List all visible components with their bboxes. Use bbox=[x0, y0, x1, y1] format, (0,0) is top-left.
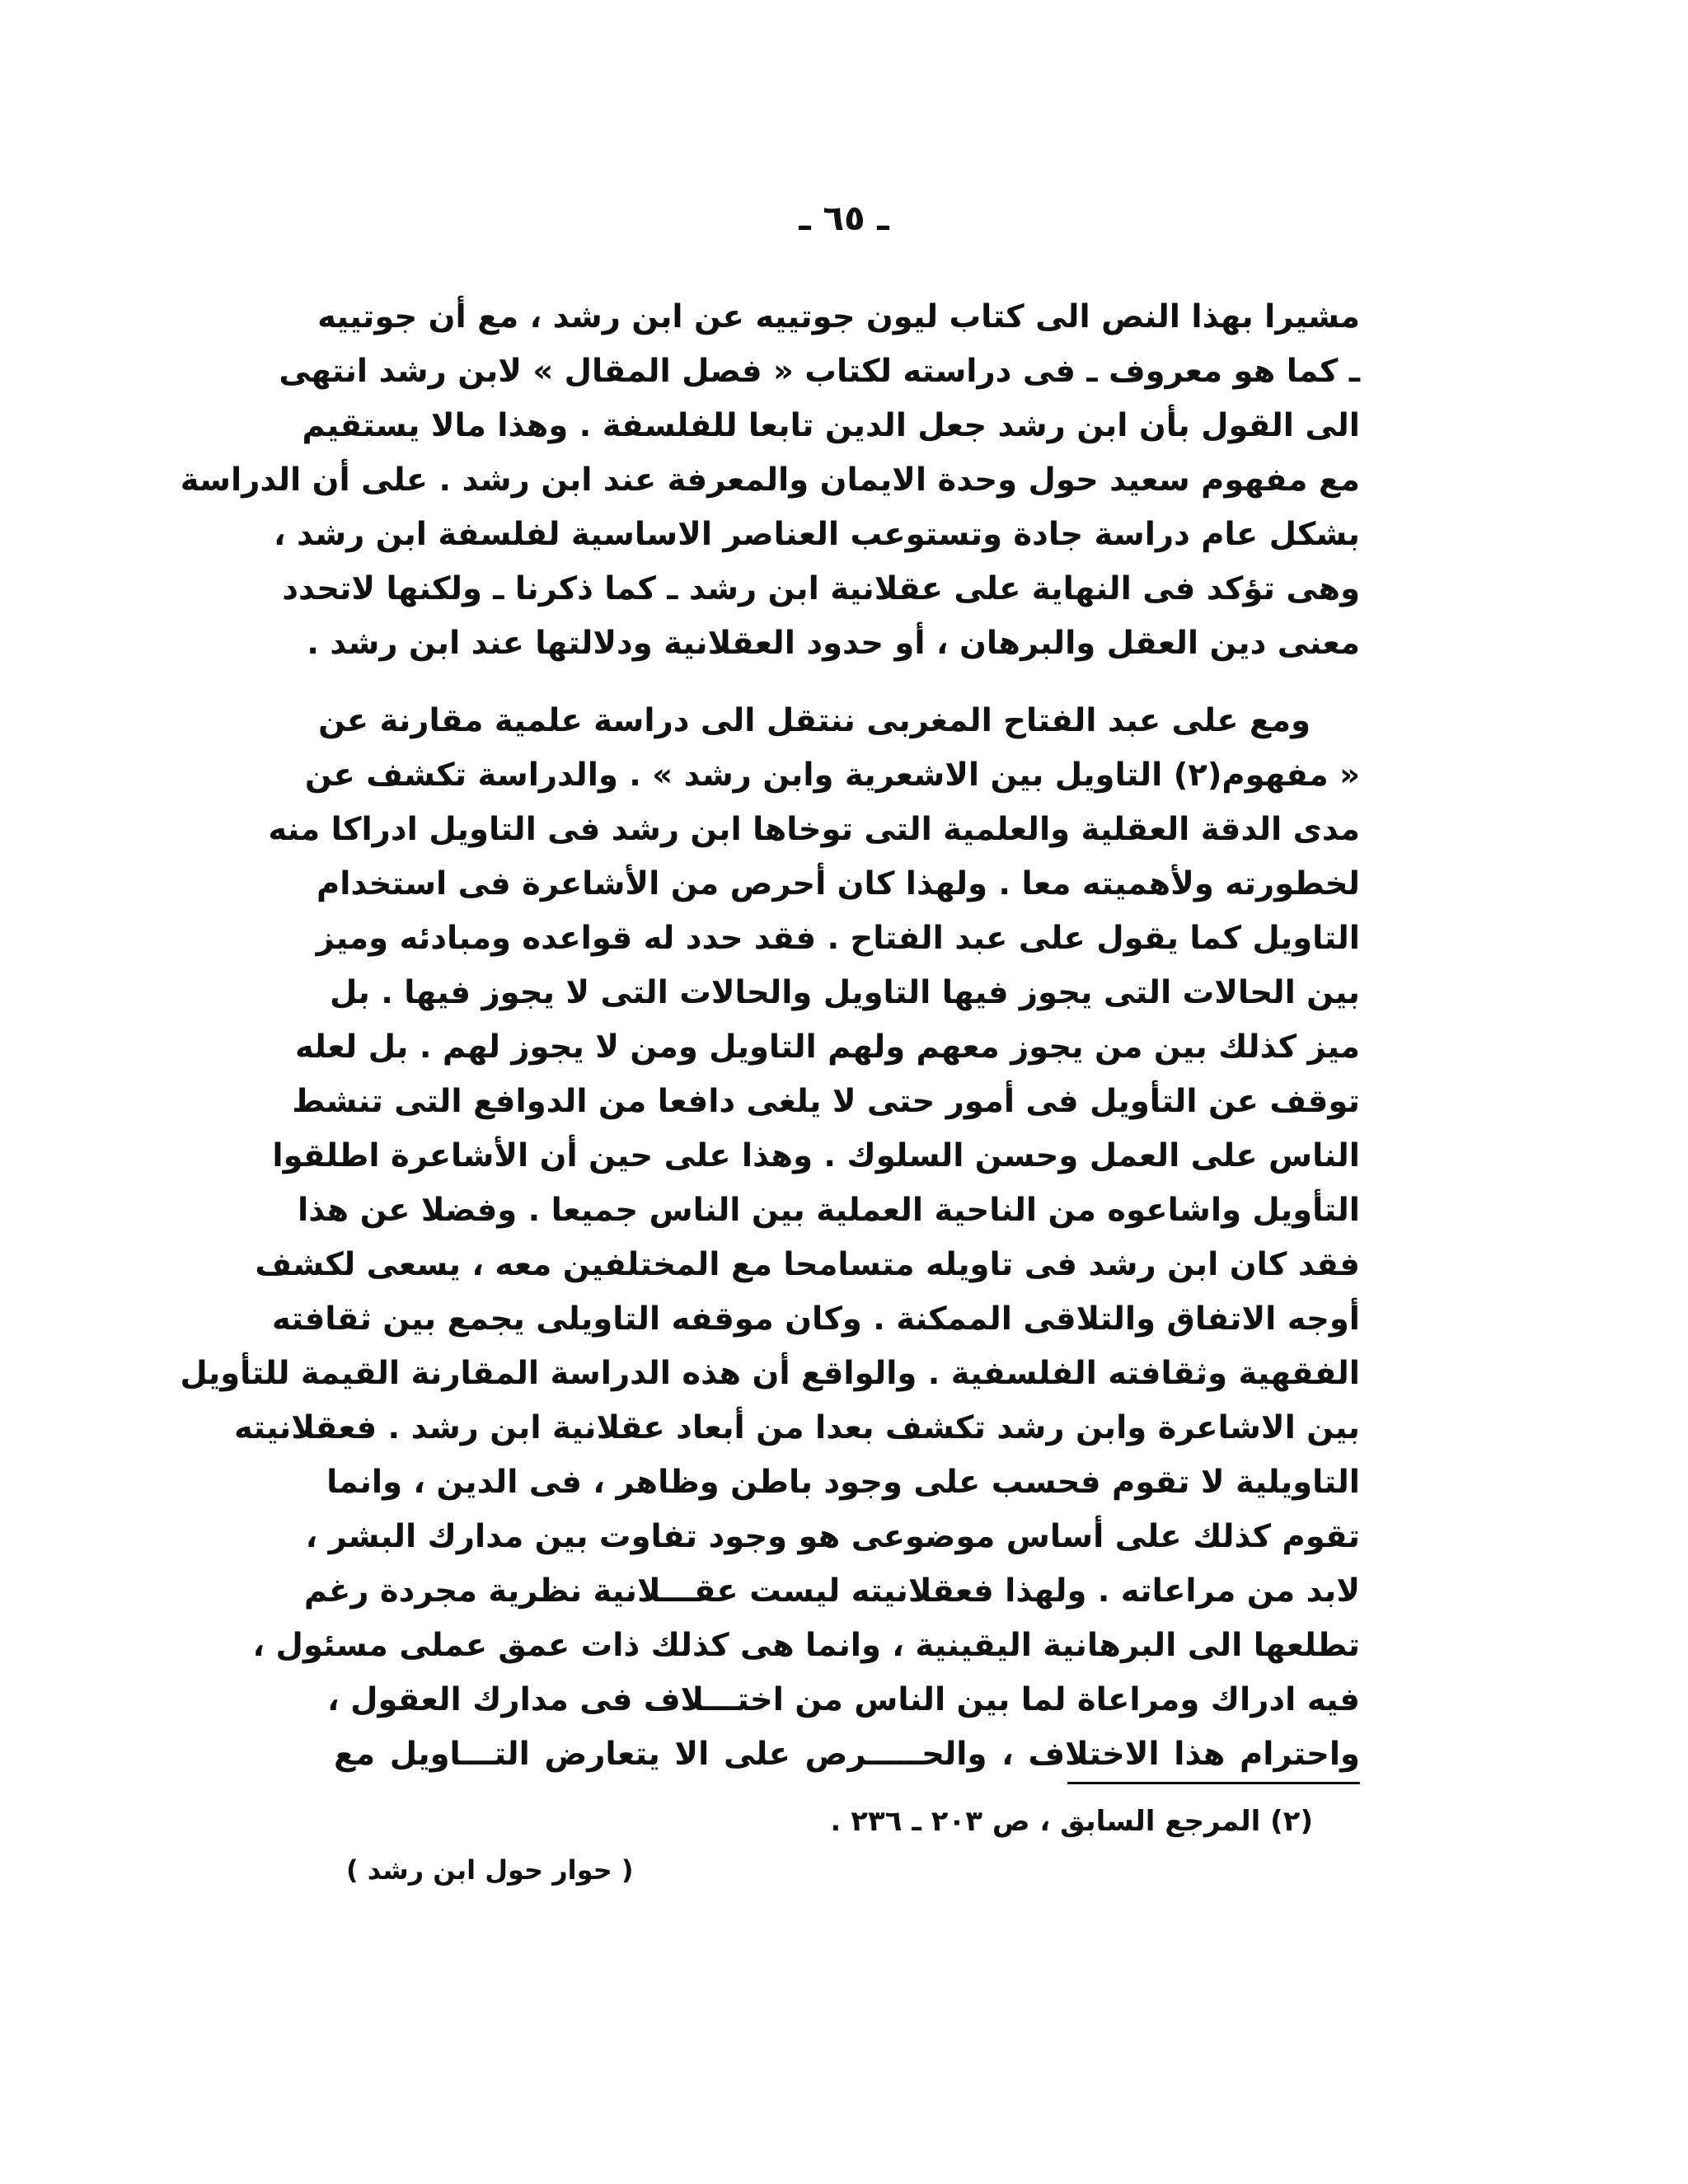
text-line: الناس على العمل وحسن السلوك . وهذا على حين أن الأشاعرة اطلقوا bbox=[272, 1137, 1360, 1174]
text-line: مشيرا بهذا النص الى كتاب ليون جوتييه عن ابن رشد ، مع أن جوتييه bbox=[317, 298, 1360, 335]
text-line: التاويل كما يقول على عبد الفتاح . فقد حدد له قواعده ومبادئه وميز bbox=[316, 920, 1360, 957]
text-line: واحترام هذا الاختلاف ، والحـــــرص على الا يتعارض التـــاويل مع bbox=[334, 1736, 1360, 1773]
text-line: التاويلية لا تقوم فحسب على وجود باطن وظاهر ، فى الدين ، وانما bbox=[326, 1464, 1360, 1501]
text-line: مدى الدقة العقلية والعلمية التى توخاها ابن رشد فى التاويل ادراكا منه bbox=[268, 811, 1360, 848]
text-line: الى القول بأن ابن رشد جعل الدين تابعا للفلسفة . وهذا مالا يستقيم bbox=[302, 407, 1360, 444]
text-line: بين الاشاعرة وابن رشد تكشف بعدا من أبعاد عقلانية ابن رشد . فعقلانيته bbox=[234, 1409, 1360, 1446]
text-line: تقوم كذلك على أساس موضوعى هو وجود تفاوت بين مدارك البشر ، bbox=[305, 1518, 1360, 1555]
text-line: بشكل عام دراسة جادة وتستوعب العناصر الاساسية لفلسفة ابن رشد ، bbox=[273, 516, 1360, 553]
text-line: تطلعها الى البرهانية اليقينية ، وانما هى كذلك ذات عمق عملى مسئول ، bbox=[252, 1627, 1360, 1664]
text-line: أوجه الاتفاق والتلاقى الممكنة . وكان موقفه التاويلى يجمع بين ثقافته bbox=[272, 1301, 1360, 1338]
text-line: مع مفهوم سعيد حول وحدة الايمان والمعرفة عند ابن رشد . على أن الدراسة bbox=[180, 462, 1360, 499]
text-line: بين الحالات التى يجوز فيها التاويل والحالات التى لا يجوز فيها . بل bbox=[330, 974, 1360, 1011]
text-line: لابد من مراعاته . ولهذا فعقلانيته ليست عقـــلانية نظرية مجردة رغم bbox=[303, 1572, 1360, 1610]
text-line: ميز كذلك بين من يجوز معهم ولهم التاويل ومن لا يجوز لهم . بل لعله bbox=[295, 1029, 1360, 1066]
text-line: لخطورته ولأهميته معا . ولهذا كان أحرص من الأشاعرة فى استخدام bbox=[316, 865, 1360, 902]
page-number: ـ ٦٥ ـ bbox=[799, 198, 889, 238]
text-line: توقف عن التأويل فى أمور حتى لا يلغى دافعا من الدوافع التى تنشط bbox=[292, 1083, 1360, 1120]
paragraph-2 bbox=[180, 694, 1360, 1782]
running-footer: ( حوار حول ابن رشد ) bbox=[346, 1854, 634, 1886]
footnote: (٢) المرجع السابق ، ص ٢٠٣ ـ ٢٣٦ . bbox=[830, 1805, 1313, 1838]
footnote-separator bbox=[1067, 1782, 1360, 1784]
text-line: فيه ادراك ومراعاة لما بين الناس من اختـــلاف فى مدارك العقول ، bbox=[327, 1681, 1360, 1718]
text-line: ـ كما هو معروف ـ فى دراسته لكتاب « فصل المقال » لابن رشد انتهى bbox=[279, 353, 1360, 390]
text-line: « مفهوم(٢) التاويل بين الاشعرية وابن رشد » . والدراسة تكشف عن bbox=[304, 757, 1360, 794]
text-line: وهى تؤكد فى النهاية على عقلانية ابن رشد ـ كما ذكرنا ـ ولكنها لاتحدد bbox=[282, 570, 1360, 607]
paragraph-1 bbox=[180, 290, 1360, 671]
text-line: الفقهية وثقافته الفلسفية . والواقع أن هذه الدراسة المقارنة القيمة للتأويل bbox=[180, 1355, 1360, 1392]
text-line: التأويل واشاعوه من الناحية العملية بين الناس جميعا . وفضلا عن هذا bbox=[298, 1192, 1360, 1229]
text-line: معنى دين العقل والبرهان ، أو حدود العقلانية ودلالتها عند ابن رشد . bbox=[307, 625, 1360, 662]
text-line: فقد كان ابن رشد فى تاويله متسامحا مع المختلفين معه ، يسعى لكشف bbox=[255, 1246, 1360, 1283]
text-line: ومع على عبد الفتاح المغربى ننتقل الى دراسة علمية مقارنة عن bbox=[318, 702, 1311, 739]
